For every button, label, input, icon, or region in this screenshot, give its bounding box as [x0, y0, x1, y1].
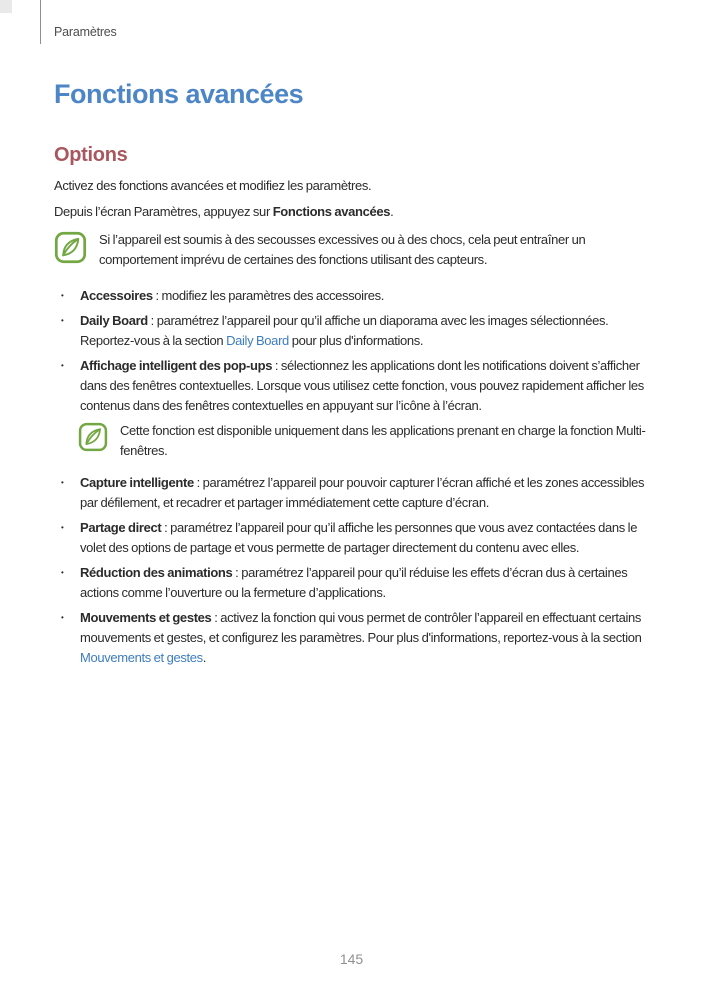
bullet-item-affichage-intelligent-pop-ups	[54, 356, 654, 416]
bullet-item-daily-board	[54, 311, 654, 351]
bullet-text: Réduction des animations : paramétrez l’appareil pour qu’il réduise les effets d’écran dus à certaines actions comme l’ouverture ou la fermeture d’applications.	[80, 565, 628, 600]
mouvements-et-gestes-link[interactable]: Mouvements et gestes	[80, 650, 203, 665]
bullet-item-reduction-animations	[54, 563, 654, 603]
bullet-marker: •	[61, 361, 64, 370]
pen-note-icon	[78, 422, 108, 452]
bullet-marker: •	[61, 316, 64, 325]
intro-paragraph-1: Activez des fonctions avancées et modifiez les paramètres.	[54, 178, 372, 193]
bullet-item-mouvements-et-gestes	[54, 608, 654, 668]
section-heading: Options	[54, 144, 128, 166]
bullet-item-partage-direct	[54, 518, 654, 558]
bullet-text: Partage direct : paramétrez l’appareil pour qu’il affiche les personnes que vous avez contactées dans le volet des options de partage et vous permette de partager directement du contenu avec elles.	[80, 520, 638, 555]
bullet-marker: •	[61, 523, 64, 532]
bullet-text: Capture intelligente : paramétrez l’appareil pour pouvoir capturer l’écran affiché et les zones accessibles par défilement, et recadrer et partager immédiatement cette capture d’écran.	[80, 475, 645, 510]
note-text: Si l’appareil est soumis à des secousses excessives ou à des chocs, cela peut entraîner un comportement imprévu de certaines des fonctions utilisant des capteurs.	[99, 232, 586, 267]
pen-note-icon	[54, 231, 87, 264]
bullet-marker: •	[61, 291, 64, 300]
note-callout-sensors	[54, 230, 654, 270]
bullet-marker: •	[61, 568, 64, 577]
bullet-text: Daily Board : paramétrez l’appareil pour qu’il affiche un diaporama avec les images sélectionnées. Reportez-vous à la section Daily Board pour plus d'informations.	[80, 313, 609, 348]
note-callout-multi-fenetres	[78, 421, 654, 461]
bullet-text: Accessoires : modifiez les paramètres des accessoires.	[80, 288, 384, 303]
options-list-continued	[54, 473, 654, 668]
bullet-marker: •	[61, 613, 64, 622]
chapter-title: Fonctions avancées	[54, 79, 304, 109]
options-list	[54, 286, 654, 416]
daily-board-link[interactable]: Daily Board	[226, 333, 289, 348]
page-number: 145	[339, 951, 364, 967]
bullet-item-accessoires	[54, 286, 654, 306]
bullet-marker: •	[61, 478, 64, 487]
intro-paragraph-2: Depuis l’écran Paramètres, appuyez sur Fonctions avancées.	[54, 204, 394, 219]
note-text: Cette fonction est disponible uniquement dans les applications prenant en charge la fonction Multi-fenêtres.	[120, 423, 646, 458]
bullet-text: Mouvements et gestes : activez la fonction qui vous permet de contrôler l’appareil en effectuant certains mouvements et gestes, et configurez les paramètres. Pour plus d'informations, reportez-vous à la section Mouvements et gestes.	[80, 610, 642, 665]
running-header: Paramètres	[54, 25, 117, 39]
bullet-text: Affichage intelligent des pop-ups : sélectionnez les applications dont les notifications doivent s’afficher dans des fenêtres contextuelles. Lorsque vous utilisez cette fonction, vous pouvez rapidement afficher les contenus dans des fenêtres contextuelles en appuyant sur l’icône à l’écran.	[80, 358, 644, 413]
bullet-item-capture-intelligente	[54, 473, 654, 513]
